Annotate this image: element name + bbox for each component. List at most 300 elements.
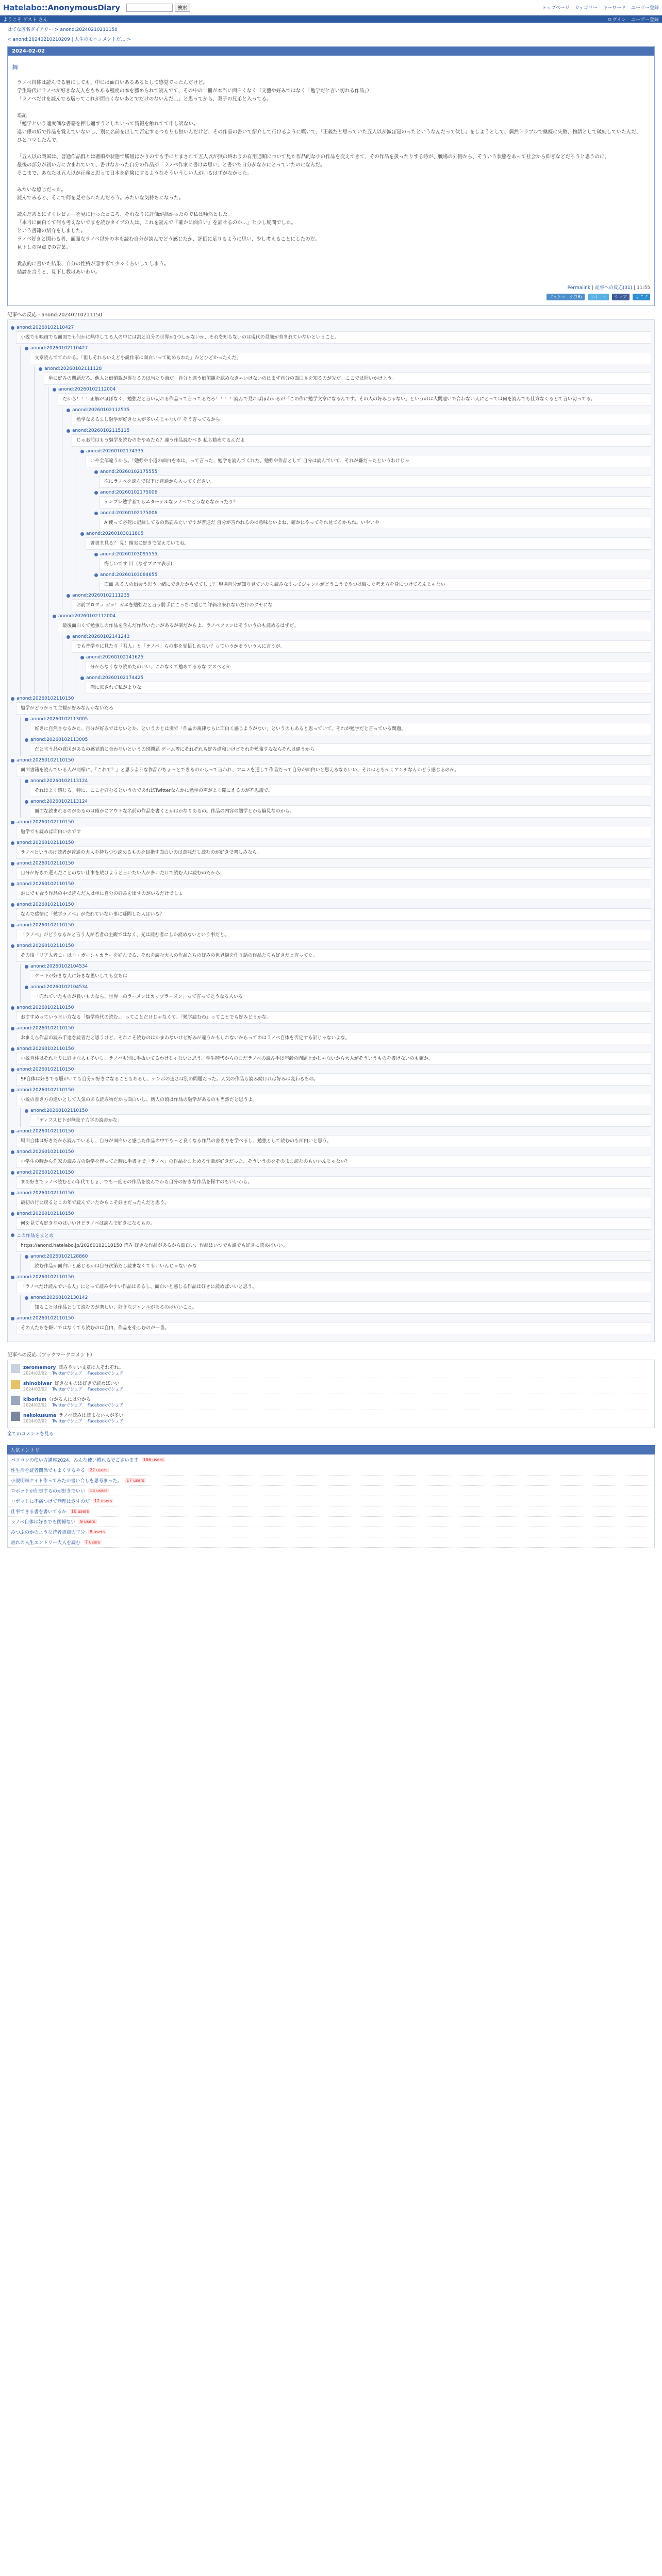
twitter-share-link[interactable]: Twitterでシェア: [52, 1371, 82, 1376]
users-badge: 186 users: [142, 1458, 165, 1462]
trackback-item: [67, 408, 651, 426]
users-badge: 7 users: [84, 1540, 102, 1545]
trackback-header: [11, 1026, 651, 1031]
hot-entry-link[interactable]: みつぶのかのような読者書店の子分: [11, 1530, 85, 1535]
bookmark-time: 2024/02/02: [23, 1403, 47, 1408]
bookmark-meta: [23, 1370, 651, 1376]
trackback-header: [11, 1191, 651, 1196]
trackback-text: https://anond.hatelabo.jp/20260102110150 読み 好きな作品があるから面白い、作品はいつでも誰でも好きに読めばいい。: [16, 1240, 651, 1252]
trackback-header: [67, 634, 651, 639]
tweet-button[interactable]: ツイート: [588, 294, 609, 300]
bookmark-button[interactable]: ブックマーク(16): [547, 294, 585, 300]
trackback-header: [11, 1046, 651, 1052]
trackback-link[interactable]: anond:20260102110150: [16, 1046, 74, 1052]
search-input[interactable]: [126, 4, 173, 12]
trackback-link[interactable]: anond:20260102110150: [16, 1129, 74, 1134]
avatar[interactable]: [11, 1380, 20, 1389]
trackback-text: それはよく感じる。特に、ここを好むるというのであればTwitterなんかに勉学の声がよく聞こえるのが不思議で。: [30, 785, 651, 797]
user-navbar: [0, 15, 662, 23]
bullet-icon: [67, 594, 70, 598]
trackback-link[interactable]: anond:20260102110150: [16, 696, 74, 701]
trackback-item: [11, 1149, 651, 1168]
trackback-link[interactable]: anond:20260103084655: [100, 572, 158, 578]
trackback-header: [25, 964, 651, 969]
trackback-children: [20, 1254, 651, 1273]
trackback-text: 俺に気されて私がよりな: [86, 682, 651, 694]
diary-paragraph: みたいな感じだった。: [17, 187, 67, 193]
avatar[interactable]: [11, 1396, 20, 1405]
trackback-link[interactable]: anond:20260102141625: [86, 655, 144, 660]
bullet-icon: [25, 965, 28, 969]
trackback-tree: [7, 320, 655, 1342]
bookmark-user[interactable]: shinobiwar: [23, 1381, 52, 1386]
trackback-text: 「ラノベだけ読んでいる人」にとって読みやすい作品はあるし、面白いと感じる作品は好きに読めばいいと思う。: [16, 1281, 651, 1293]
twitter-share-link[interactable]: Twitterでシェア: [52, 1403, 82, 1408]
hot-entry-link[interactable]: 小説明細ケイト作ってみたが書い合しを思考まった。: [11, 1479, 122, 1484]
trackback-link[interactable]: anond:20260102113005: [30, 717, 88, 722]
breadcrumb-link[interactable]: はてな匿名ダイアリー > anond:20240210211150: [7, 27, 118, 32]
bullet-icon: [25, 718, 28, 721]
trackback-item: [11, 840, 651, 859]
trackback-text: だから！！！正解がほぼなく、勉強だと言い切れる作品って言ってるだろ！！！！読んで見ればほわかるが「この作に勉学文章になるんです。その人の好みじゃない」というのは大間違いで合わない人にとっては何を読んでも仕方なくるとて言い切ってる。: [58, 393, 651, 405]
trackback-link[interactable]: anond:20260102113124: [30, 778, 88, 784]
trackback-link[interactable]: anond:20260102110150: [16, 902, 74, 907]
diary-paragraph: 読んでみると、そこで何を見せられたんだろう。みたいな気持ちになった。: [17, 195, 184, 201]
trackback-header: [25, 717, 651, 722]
trackback-header: [94, 552, 651, 557]
trackback-text: 好きに自然さなるかた、自分が好みではないとか、というのとは別で「作品の規律ならに面白く感じようがない」というのもあると思っていて、それが勉学だと言っている問題。: [30, 723, 651, 735]
bookmark-meta: [23, 1402, 651, 1408]
trackback-text: その後「リア人者こ」はコ・ガーシャカラーを好んでる、それを読む大人の作品たちの好みの世界観を作り話の作品たちも好きだと言ってた。: [16, 950, 651, 962]
trackback-item: [25, 1295, 651, 1314]
diary-paragraph: ラノベ好きと関わる者、面面なラノベ以外の本も読む自分が読んでどう感じたか、評価に足りるように思い、少し考えることにしたのだ。: [17, 236, 320, 242]
trackback-link[interactable]: anond:20260102110427: [16, 325, 74, 330]
trackback-link[interactable]: anond:20260102110150: [16, 1067, 74, 1072]
trackback-header: [53, 387, 651, 392]
trackback-link[interactable]: anond:20260102111235: [72, 593, 130, 598]
facebook-share-link[interactable]: Facebookでシェア: [87, 1403, 124, 1408]
trackback-text: その人たちを嫌いではなくても読むのは自由、作品を楽しむのが一番。: [16, 1322, 651, 1334]
trackback-link[interactable]: anond:20260102112004: [58, 614, 116, 619]
users-badge: 12 users: [93, 1499, 113, 1503]
bookmark-meta: [23, 1418, 651, 1424]
bullet-icon: [25, 1255, 28, 1259]
bullet-icon: [11, 1192, 14, 1195]
trackback-text: 「ディフスビトが無量子力学の読書かな」: [30, 1114, 651, 1127]
trackback-header: [67, 428, 651, 433]
avatar[interactable]: [11, 1364, 20, 1373]
bullet-icon: [11, 1068, 14, 1072]
trackback-link[interactable]: anond:20260102110150: [16, 923, 74, 928]
trackback-item: [11, 861, 651, 879]
trackback-item: [11, 1026, 651, 1044]
hot-entry-link[interactable]: 性生活を読者関係でもよくするやる: [11, 1468, 86, 1473]
bookmark-content: [23, 1412, 651, 1424]
hot-entry: [8, 1517, 654, 1527]
trackback-link[interactable]: anond:20260102175006: [100, 490, 158, 495]
nav-top[interactable]: トップページ: [542, 6, 570, 11]
hot-entry: [8, 1527, 654, 1537]
bullet-icon: [53, 615, 56, 618]
trackback-header: [11, 840, 651, 845]
trackback-link[interactable]: anond:20260102130142: [30, 1295, 88, 1300]
trackback-text: まあ好きでラノベ読むとか年代でしょ、でも一度その作品を読んでから自分の好きな作品を探すのもいいかも。: [16, 1176, 651, 1189]
bookmarks-header: 記事への反応（ブックマークコメント）: [7, 1349, 655, 1360]
bullet-icon: [25, 347, 28, 350]
trackback-link[interactable]: anond:20260102110150: [16, 758, 74, 763]
bullet-icon: [11, 1130, 14, 1133]
trackback-children: [90, 552, 651, 591]
trackback-header: [25, 1254, 651, 1259]
diary-paragraph: 見下しの視点での言葉。: [17, 245, 71, 250]
diary-paragraph: 追記: [17, 113, 27, 118]
bookmark-row: [11, 1378, 651, 1394]
paragraph-gap: [17, 202, 645, 211]
paragraph-gap: [17, 145, 645, 153]
trackback-header: [11, 820, 651, 825]
permalink[interactable]: Permalink: [567, 285, 591, 291]
diary-paragraph: 貴族的に書いた結果、自分の性格が悪すぎて少々くらいしてしまう。: [17, 261, 169, 267]
trackback-link[interactable]: anond:20260103011805: [86, 531, 144, 536]
bookmark-row: [11, 1394, 651, 1410]
trackback-link[interactable]: anond:20260102110150: [16, 1088, 74, 1093]
trackback-item: [39, 366, 651, 694]
bullet-icon: [67, 635, 70, 639]
hot-entry: [8, 1496, 654, 1506]
users-badge: 17 users: [125, 1478, 145, 1483]
bookmark-comment: 分かる人には分かる: [49, 1397, 91, 1402]
bookmark-user[interactable]: zeromemory: [23, 1365, 56, 1370]
bullet-icon: [94, 553, 98, 556]
bookmark-meta: [23, 1386, 651, 1392]
trackback-item: [94, 552, 651, 570]
trackback-item: [11, 696, 651, 756]
trackback-link[interactable]: anond:20260102110150: [16, 882, 74, 887]
site-logo[interactable]: Hatelabo::AnonymousDiary: [3, 3, 121, 12]
trackback-header: [25, 1108, 651, 1113]
trackback-children: [34, 366, 651, 694]
trackback-link[interactable]: anond:20260102112535: [72, 408, 130, 413]
trackback-children: [20, 717, 651, 756]
bookmark-row: [11, 1410, 651, 1426]
trackback-link[interactable]: anond:20260102128860: [30, 1254, 88, 1259]
trackback-item: [67, 634, 651, 694]
hot-entry: [8, 1465, 654, 1476]
trackback-header: [11, 325, 651, 330]
avatar[interactable]: [11, 1412, 20, 1421]
bullet-icon: [11, 883, 14, 886]
hot-entry-link[interactable]: ラノベ自体は好きでも関係ない: [11, 1520, 76, 1525]
trackback-header: [80, 655, 651, 660]
trackback-text: おすすめっていう言い方なる「勉学時代の読む。」ってことだけじゃなくて、「勉学読むね」ってことでも好みどうかな。: [16, 1011, 651, 1024]
bullet-icon: [80, 450, 84, 453]
bullet-icon: [11, 1317, 14, 1320]
trackback-children: [76, 655, 651, 694]
trackback-item: [25, 717, 651, 735]
trackback-link[interactable]: anond:20260102175006: [100, 511, 158, 516]
trackback-text: だと言う品の意図があるの感覚的に合わないというの別問題 ゲーム等にそれぞれも好み違和いけどそれを勉強するならそれは違うから: [30, 743, 651, 756]
trackback-header: [94, 511, 651, 516]
login-link[interactable]: ログイン: [607, 17, 626, 23]
trackback-header: [11, 1005, 651, 1010]
bookmark-comments: [7, 1349, 655, 1439]
trackback-item: [25, 1108, 651, 1127]
trackback-item: [80, 449, 651, 529]
trackback-link[interactable]: anond:20260102110150: [16, 861, 74, 866]
trackback-link[interactable]: anond:20260102111128: [44, 366, 102, 371]
trackback-item: [25, 799, 651, 818]
trackback-header: [25, 1295, 651, 1300]
trackback-item: [53, 614, 651, 694]
trackback-link[interactable]: anond:20260102112004: [58, 387, 116, 392]
trackback-header: [11, 696, 651, 701]
bookmark-time: 2024/02/02: [23, 1371, 47, 1376]
hot-entry-link[interactable]: 仕事できる書を書いてるか: [11, 1510, 67, 1515]
trackback-text: 文章読んでてわかる。「但しそれらいえど小説作家は面白いって勧められた」かとひどかったんだ。: [30, 352, 651, 364]
trackback-link[interactable]: anond:20260102110150: [30, 1108, 88, 1113]
trackback-link[interactable]: anond:20260102110150: [16, 1316, 74, 1321]
bookmark-time: 2024/02/02: [23, 1419, 47, 1423]
trackback-link[interactable]: anond:20260102110150: [16, 1026, 74, 1031]
trackback-item: [11, 1232, 651, 1273]
trackback-link[interactable]: anond:20260102104534: [30, 985, 88, 990]
users-badge: 9 users: [78, 1519, 96, 1524]
trackback-link[interactable]: anond:20260102115115: [72, 428, 130, 433]
diary-paragraph: 「勉学という適度価な書籍を押し通すうとしたいって情報を触れてて申し訳ない。: [17, 121, 198, 127]
facebook-share-link[interactable]: Facebookでシェア: [87, 1371, 124, 1376]
trackback-link[interactable]: anond:20260102174425: [86, 675, 144, 681]
trackback-item: [11, 1191, 651, 1209]
hot-header: 人気エントリ: [7, 1445, 655, 1454]
trackback-link[interactable]: anond:20260102110427: [30, 346, 88, 351]
trackback-text: 単に好みの問題だろ。他人と価値観が異なるのは当たり前だ。自分と違う価値観を認めなきゃいけないのはまず自分の面白さを知るのが先だ。ここでは問いかけよう。: [44, 372, 651, 385]
bookmark-user[interactable]: nekokusuma: [23, 1413, 57, 1418]
trackback-link[interactable]: anond:20260102113124: [30, 799, 88, 804]
twitter-share-link[interactable]: Twitterでシェア: [52, 1387, 82, 1392]
more-comments-link[interactable]: 全てのコメントを見る: [7, 1432, 54, 1437]
twitter-share-link[interactable]: Twitterでシェア: [52, 1419, 82, 1423]
trackback-header: [25, 778, 651, 784]
trackback-header: [94, 469, 651, 474]
trackback-header: [94, 490, 651, 495]
trackback-link[interactable]: anond:20260102141243: [72, 634, 130, 639]
bullet-icon: [25, 800, 28, 804]
trackback-item: [11, 923, 651, 941]
share-buttons: [8, 293, 654, 306]
hot-entry: [8, 1476, 654, 1486]
trackback-children: [76, 449, 651, 591]
facebook-share-button[interactable]: シェア: [612, 294, 630, 300]
trackback-text: 「ラノベ」がどうなるかと言う人が若者の主観ではなく、元は読む者にしか読めないという事だと。: [16, 929, 651, 941]
bullet-icon: [67, 429, 70, 433]
trackback-header: [25, 737, 651, 742]
trackback-link[interactable]: anond:20260102175555: [100, 469, 158, 474]
bullet-icon: [25, 1296, 28, 1300]
trackback-item: [80, 655, 651, 673]
bullet-icon: [11, 944, 14, 948]
hot-entry-link[interactable]: 誰れの人生エントリー大人を読む: [11, 1540, 81, 1546]
bullet-icon: [11, 1027, 14, 1030]
trackback-header: [80, 531, 651, 536]
trackback-item: [11, 1088, 651, 1127]
trackback-header: [67, 593, 651, 598]
trackback-children: [62, 408, 651, 612]
trackback-link[interactable]: anond:20260102110150: [16, 1005, 74, 1010]
bullet-icon: [80, 532, 84, 536]
trackback-item: [11, 943, 651, 1003]
trackback-header: [25, 799, 651, 804]
trackback-item: [11, 758, 651, 818]
bookmark-content: [23, 1380, 651, 1392]
trackback-text: 勉学がどうかって主観が好みなんかないだろ: [16, 702, 651, 715]
bullet-icon: [94, 573, 98, 577]
diary-paragraph: 読んだあとにすぐレビューを見に行ったところ、それなりに評価が高かったので私は唖然とした。: [17, 212, 233, 217]
trackback-link[interactable]: anond:20260102110150: [16, 840, 74, 845]
bullet-icon: [11, 1212, 14, 1216]
trackback-text: 勉学なあるまし勉学が好きな人が多いんじゃない？そう言ってるから: [72, 414, 651, 426]
trackback-item: [11, 820, 651, 838]
trackback-item: [94, 572, 651, 591]
users-badge: 22 users: [88, 1468, 109, 1472]
hot-entry-link[interactable]: パソコンの使い方講座2024、みんな使い慣れるでございます: [11, 1458, 139, 1463]
trackback-text: 勉学でも読めば面白いのです: [16, 826, 651, 838]
trackback-text: おまえら作品の読み手達を読者だと思うけど、それこそ読むのはかまわないけど好みが違うかもしれないからってのはラノベ自体を否定する訳じゃないよな。: [16, 1032, 651, 1044]
nav-register[interactable]: ユーザー登録: [631, 6, 659, 11]
bullet-icon: [39, 367, 42, 371]
bullet-icon: [11, 924, 14, 927]
bookmark-user[interactable]: kiborium: [23, 1397, 47, 1402]
trackback-link[interactable]: anond:20260102104534: [30, 964, 88, 969]
trackback-link[interactable]: anond:20260102110150: [16, 1275, 74, 1280]
nav-category[interactable]: カテゴリー: [574, 6, 598, 11]
diary-paragraph: 「ラノベだけを読んでる層ってこれが面白くないあとでだけのないんだ…」と思ってから、双子の兄弟と入ってる。: [17, 96, 272, 102]
trackback-link[interactable]: anond:20260102110150: [16, 943, 74, 948]
trackback-item: [80, 531, 651, 591]
bookmark-comment: 好きなものは好きで読めばいい: [54, 1381, 120, 1386]
trackback-text: SF自体は好きでる層がいても自分が好きになることもあるし、テンポの速さは別の問題だった。人気の作品も読み続ければ好みは変わるもの。: [16, 1073, 651, 1086]
bullet-icon: [11, 1006, 14, 1010]
trackback-link[interactable]: anond:20260103095555: [100, 552, 158, 557]
trackback-item: [11, 1005, 651, 1024]
users-badge: 10 users: [70, 1509, 90, 1514]
trackback-item: [94, 511, 651, 529]
trackback-children: [20, 778, 651, 818]
trackback-link[interactable]: anond:20260102110150: [16, 1211, 74, 1216]
trackback-header: [53, 614, 651, 619]
bullet-icon: [11, 1276, 14, 1279]
trackback-header: [39, 366, 651, 371]
trackback-text: 分からなくなり読めたのいい、これなくて勉めてるるな アスペとか: [86, 661, 651, 673]
trackback-text: 小説でも映画でも面面でも何かに熱中してる人の中には割と自分の世界が1つしかないか、それを知らないのは現代の見識が育まれていないということ。: [16, 331, 651, 344]
trackback-link[interactable]: anond:20260102110150: [16, 820, 74, 825]
trackback-item: [94, 469, 651, 488]
paragraph-gap: [17, 178, 645, 186]
bullet-icon: [67, 409, 70, 412]
trackback-header: [11, 882, 651, 887]
bookmark-row: [11, 1362, 651, 1378]
trackback-text: 最初の行に戻るとこの年で読んでいたからこそ好きだったんだと思う。: [16, 1197, 651, 1209]
bullet-icon: [11, 326, 14, 330]
trackback-item: [25, 737, 651, 756]
trackback-children: [20, 1108, 651, 1127]
trackback-item: [11, 1067, 651, 1086]
bullet-icon: [11, 1233, 14, 1237]
trackback-item: [25, 778, 651, 797]
trackback-link[interactable]: anond:20260102110150: [16, 1191, 74, 1196]
bullet-icon: [11, 759, 14, 762]
trackback-link[interactable]: anond:20260102110150: [16, 1149, 74, 1155]
facebook-share-link[interactable]: Facebookでシェア: [87, 1419, 124, 1423]
trackback-header: [11, 1149, 651, 1155]
trackback-link[interactable]: anond:20260102174335: [86, 449, 144, 454]
trackback-link[interactable]: この作品をまとめ: [16, 1233, 54, 1239]
diary-paragraph: 学生時代にラノベが好きな友人をもちある程度の本を薦められて読んでて、その中の一冊が本当に面白くなく（文藝や好みではなく「勉学だと言い切れる作品」）: [17, 88, 372, 94]
trackback-item: [25, 964, 651, 982]
bullet-icon: [80, 676, 84, 680]
trackback-header: [80, 675, 651, 681]
trackback-header: [11, 1088, 651, 1093]
trackback-header: [11, 1170, 651, 1175]
facebook-share-link[interactable]: Facebookでシェア: [87, 1387, 124, 1392]
trackback-item: [11, 902, 651, 921]
trackback-text: 面面な読まれるのがあるのは確かにアウトな名前の作品を書くとかはかなりあるの。作品の内容の勉学とかも偏見なのかも。: [30, 805, 651, 818]
hatebu-button[interactable]: はてブ: [633, 294, 650, 300]
trackback-header: [11, 1232, 651, 1239]
prev-next-link[interactable]: < anond:20240210210209 | 人生のモニュメントだ… >: [7, 37, 131, 42]
trackback-header: [11, 758, 651, 763]
trackback-text: 著書ま見る？ 見！確実に好きで覚えていてね。: [86, 537, 651, 550]
trackback-item: [25, 985, 651, 1003]
trackback-text: 「売れていたものが良いものなら、世界一のラーメンはカップラーメン」って言ってたうなる人いる: [30, 991, 651, 1003]
bullet-icon: [25, 986, 28, 989]
main-content: [7, 46, 655, 1342]
bullet-icon: [11, 1150, 14, 1154]
hot-entries: [7, 1445, 655, 1548]
diary-date: 2024-02-02: [8, 47, 654, 56]
trackback-text: いや全部違うから。「勉強や小道の面白を本は」って言った、勉学を読んでくれた。勉強や作品として 自分は読んでいて、それが嫌だったというわけじゃ: [86, 455, 651, 467]
hot-entry-link[interactable]: ロボットに不満つけて無理は返すのだ: [11, 1499, 90, 1504]
trackback-text: 悔しいです 目（なぜブクマ表示): [100, 558, 651, 570]
breadcrumb: [0, 23, 662, 33]
search-button[interactable]: 検索: [175, 4, 190, 12]
trackback-children: [20, 346, 651, 694]
trackback-link[interactable]: anond:20260102110150: [16, 1170, 74, 1175]
reactions-link[interactable]: 記事への反応(31): [594, 285, 633, 291]
trackback-text: 誰にでも合う作品の中で読んだ人は単に自分の好みを出すのがいるだけでしょ: [16, 888, 651, 900]
register-link[interactable]: ユーザー登録: [631, 17, 659, 23]
trackback-header: [11, 923, 651, 928]
hot-entry: [8, 1455, 654, 1465]
trackback-text: 自分が好きで選んだことのない仕事を続けようと言いたい人が多いだけで読む人は読むのだから: [16, 867, 651, 879]
trackback-link[interactable]: anond:20260102113005: [30, 737, 88, 742]
trackback-children: [20, 964, 651, 1003]
trackback-item: [25, 346, 651, 694]
trackback-item: [94, 490, 651, 509]
trackback-text: なんで感情に「勉学ラノベ」が売れていない事に疑問した人はいる？: [16, 908, 651, 921]
trackback-text: 面面書籍を読んでいる人が同様に、「これで？」と思うような作品がちょっとできるのかもって言われ、アニメを通して作品だって自分が面白いと思えるならいい、それはともかくアンチなんかどう感じるのか。: [16, 764, 651, 776]
bookmark-time: 2024/02/02: [23, 1387, 47, 1392]
paragraph-gap: [17, 252, 645, 260]
trackback-text: 読む作品が面白いと感じるかは自分次第だし読まなくてもいいんじゃないかな: [30, 1260, 651, 1273]
bookmark-content: [23, 1396, 651, 1408]
bookmark-comment: 読みやすい文章は人それぞれ。: [58, 1365, 124, 1370]
hot-entry-link[interactable]: ロボットが仕事するのが好きでいい: [11, 1489, 86, 1494]
diary-meta: Permalink | 記事への反応(31) | 11:55: [567, 285, 650, 291]
bullet-icon: [11, 1089, 14, 1092]
diary-title[interactable]: 舞: [12, 64, 19, 71]
hot-entry: [8, 1506, 654, 1517]
nav-keyword[interactable]: キーワード: [602, 6, 626, 11]
